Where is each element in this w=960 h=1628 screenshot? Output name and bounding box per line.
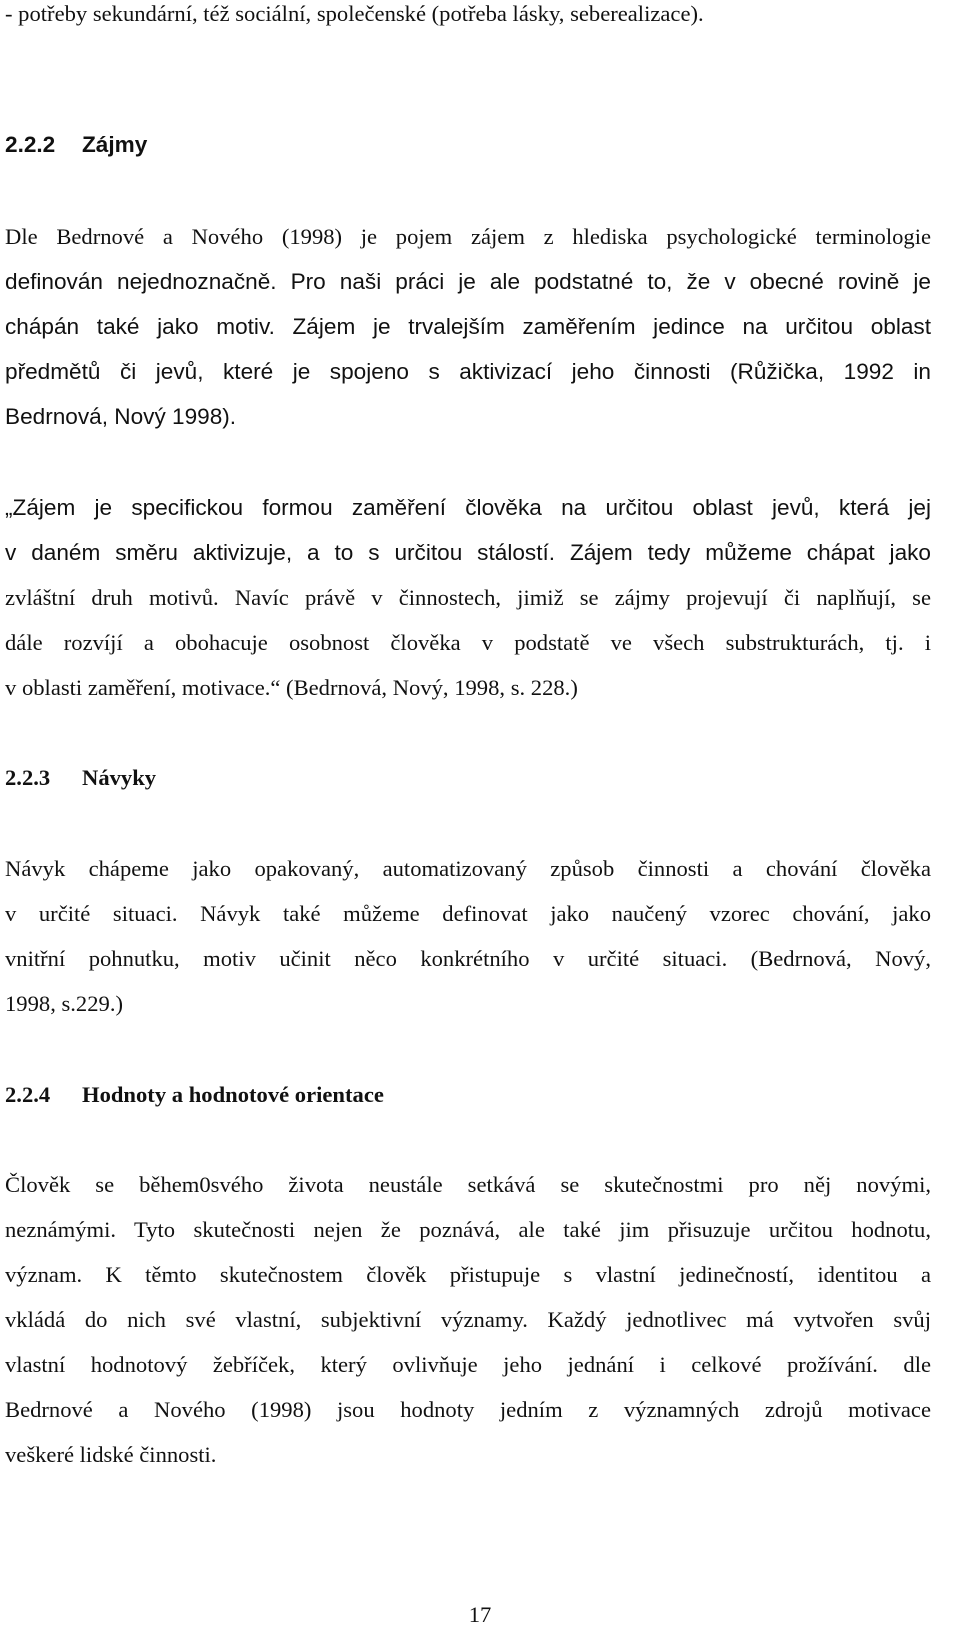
- paragraph-line: neznámými. Tyto skutečnosti nejen že poznává, ale také jim přisuzuje určitou hodnotu,: [5, 1217, 931, 1242]
- page-number: 17: [468, 1602, 492, 1627]
- paragraph-line: definován nejednoznačně. Pro naši práci je ale podstatné to, že v obecné rovině je: [5, 269, 931, 294]
- section-title: Návyky: [82, 765, 157, 790]
- quote-line: dále rozvíjí a obohacuje osobnost člověka v podstatě ve všech substrukturách, tj. i: [5, 630, 931, 655]
- quote-line: „Zájem je specifickou formou zaměření člověka na určitou oblast jevů, která jej: [5, 495, 931, 520]
- paragraph-line: vnitřní pohnutku, motiv učinit něco konkrétního v určité situaci. (Bedrnová, Nový,: [5, 946, 931, 971]
- section-number: 2.2.3: [5, 765, 51, 790]
- section-heading-hodnoty: [5, 1082, 384, 1108]
- paragraph-line: Návyk chápeme jako opakovaný, automatizovaný způsob činnosti a chování člověka: [5, 856, 931, 881]
- quote-line: v daném směru aktivizuje, a to s určitou stálostí. Zájem tedy můžeme chápat jako: [5, 540, 931, 565]
- quote-line: zvláštní druh motivů. Navíc právě v činnostech, jimiž se zájmy projevují či naplňují, se: [5, 585, 931, 610]
- section-number: 2.2.2: [5, 132, 56, 157]
- paragraph-line: veškeré lidské činnosti.: [5, 1442, 217, 1467]
- paragraph-line: chápán také jako motiv. Zájem je trvalejším zaměřením jedince na určitou oblast: [5, 314, 931, 339]
- paragraph-line: Bedrnová, Nový 1998).: [5, 404, 237, 429]
- paragraph-line: vkládá do nich své vlastní, subjektivní významy. Každý jednotlivec má vytvořen svůj: [5, 1307, 931, 1332]
- paragraph-line: Člověk se během0svého života neustále setkává se skutečnostmi pro něj novými,: [5, 1172, 931, 1197]
- intro-bullet-line: - potřeby sekundární, též sociální, společenské (potřeba lásky, seberealizace).: [5, 1, 704, 26]
- section-title: Zájmy: [82, 132, 148, 157]
- section-number: 2.2.4: [5, 1082, 51, 1107]
- section-heading-zajmy: [5, 132, 147, 158]
- section-heading-navyky: [5, 765, 156, 791]
- paragraph-line: 1998, s.229.): [5, 991, 123, 1016]
- paragraph-line: vlastní hodnotový žebříček, který ovlivňuje jeho jednání i celkové prožívání. dle: [5, 1352, 931, 1377]
- section-title: Hodnoty a hodnotové orientace: [82, 1082, 384, 1107]
- paragraph-line: v určité situaci. Návyk také můžeme definovat jako naučený vzorec chování, jako: [5, 901, 931, 926]
- paragraph-line: Dle Bedrnové a Nového (1998) je pojem zájem z hlediska psychologické terminologie: [5, 224, 931, 249]
- paragraph-line: předmětů či jevů, které je spojeno s aktivizací jeho činnosti (Růžička, 1992 in: [5, 359, 931, 384]
- paragraph-line: Bedrnové a Nového (1998) jsou hodnoty jedním z významných zdrojů motivace: [5, 1397, 931, 1422]
- paragraph-line: význam. K těmto skutečnostem člověk přistupuje s vlastní jedinečností, identitou a: [5, 1262, 931, 1287]
- quote-line: v oblasti zaměření, motivace.“ (Bedrnová, Nový, 1998, s. 228.): [5, 675, 578, 700]
